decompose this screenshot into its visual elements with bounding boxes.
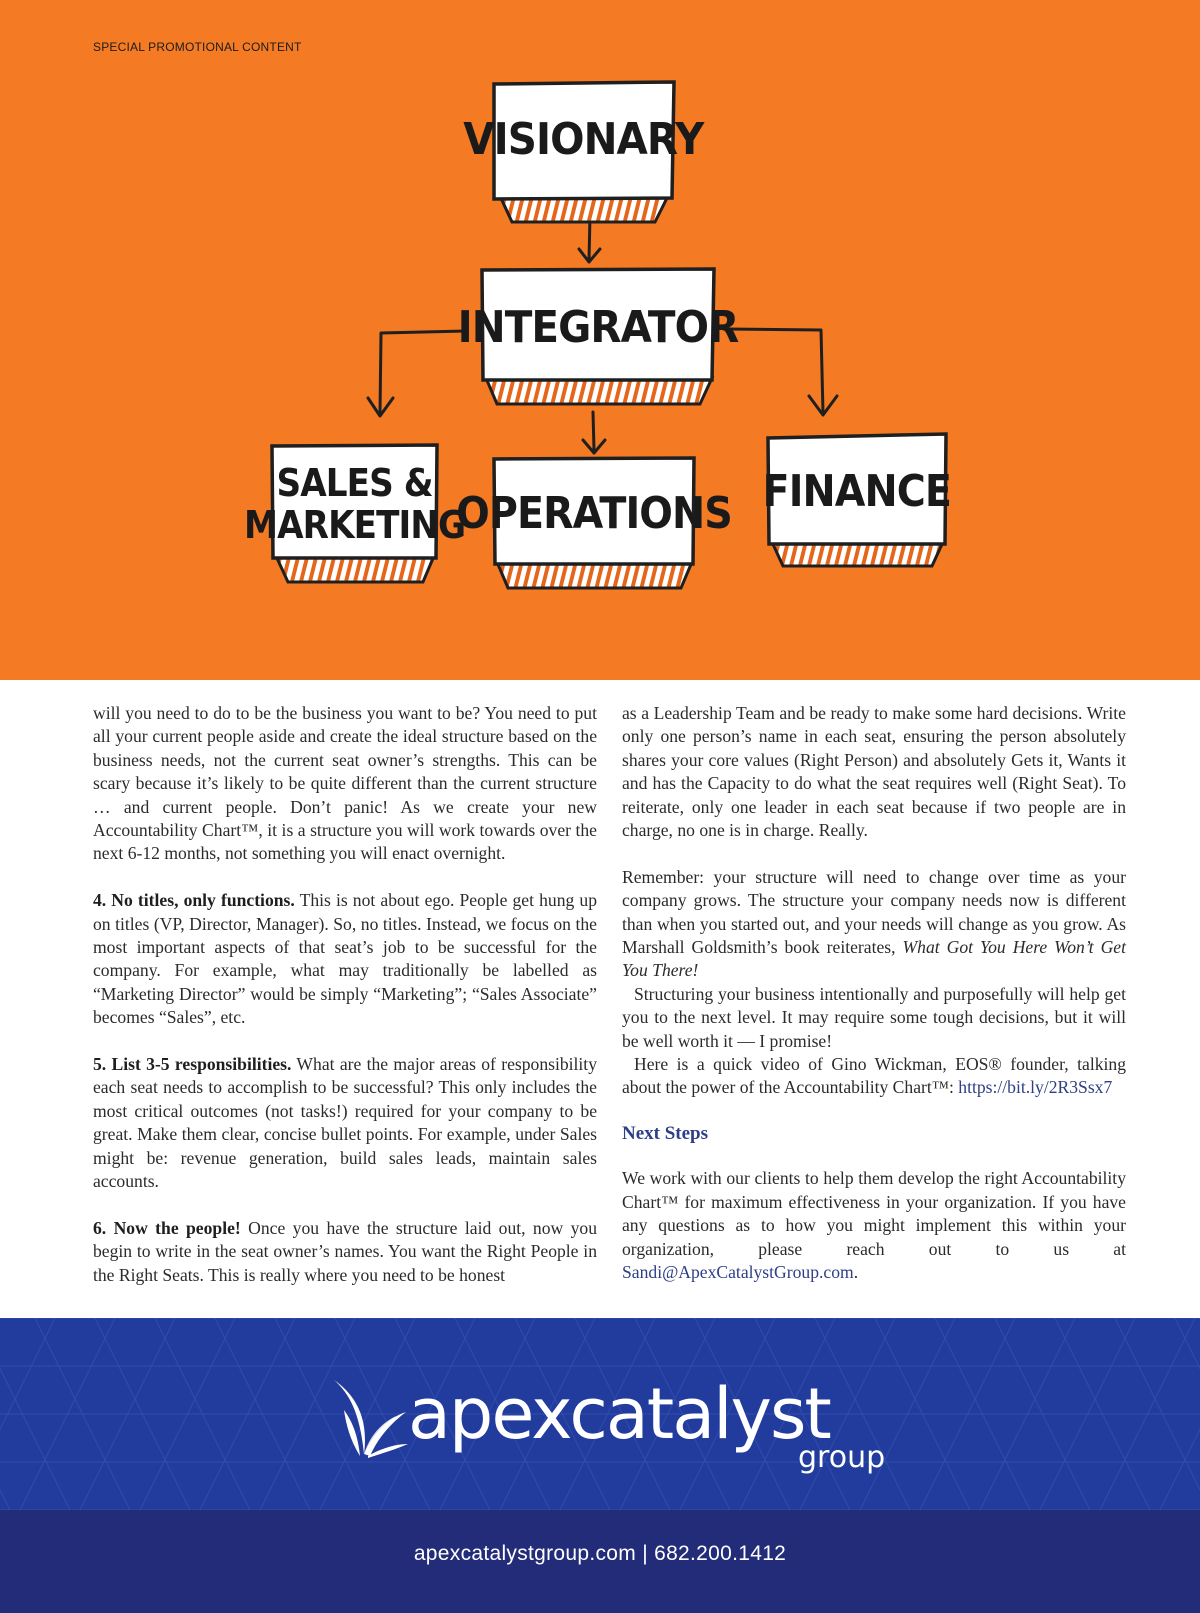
article-body bbox=[93, 702, 1126, 1302]
paragraph-text: Here is a quick video of Gino Wickman, EOS® founder, talking about the power of the Accountability Chart™: bbox=[622, 1054, 1126, 1098]
box-visionary bbox=[463, 82, 705, 222]
arrow-integrator-sales bbox=[380, 331, 466, 414]
paragraph-lead: 5. List 3-5 responsibilities. bbox=[93, 1054, 292, 1075]
paragraph-text: This is not about ego. People get hung up on titles (VP, Director, Manager). So, no titles. Instead, we focus on the most important aspects of that seat’s job to be successful for the company. For example, what may traditionally be labelled as “Marketing Director” would be simply “Marketing”; “Sales Associate” becomes “Sales”, etc. bbox=[93, 890, 598, 1028]
box-operations bbox=[456, 458, 732, 588]
visionary-label: VISIONARY bbox=[463, 113, 704, 165]
paragraph-people bbox=[93, 1217, 597, 1287]
video-link[interactable]: https://bit.ly/2R3Ssx7 bbox=[958, 1077, 1113, 1098]
sales-label-line2: MARKETING bbox=[243, 502, 466, 548]
paragraph: will you need to do to be the business you want to be? You need to put all your current people aside and create the ideal structure based on the business needs, not the current seat owner’s strengths. This can be scary because it’s likely to be quite different than the current structure … and current people. Don’t panic! As we create your new Accountability Chart™, it is a structure you will work towards over the next 6-12 months, not something you will enact overnight. bbox=[93, 703, 597, 864]
paragraph: as a Leadership Team and be ready to make some hard decisions. Write only one person’s name in each seat, ensuring the person absolutely shares your core values (Right Person) and absolutely Gets it, Wants it and has the Capacity to do what the seat requires well (Right Seat). To reiterate, only one leader in each seat because if two people are in charge, no one is in charge. Really. bbox=[622, 703, 1126, 841]
org-chart bbox=[0, 0, 1200, 680]
footer-contact-bar bbox=[0, 1510, 1200, 1613]
paragraph-text: We work with our clients to help them develop the right Accountability Chart™ for maximum effectiveness in your organization. If you have any questions as to how you might implement this within your organization, please reach out to us at bbox=[622, 1168, 1126, 1259]
paragraph-text: Remember: your structure will need to change over time as your company grows. The structure your company needs now is different than when you started out, and your needs will change as you grow. As Marshall Goldsmith’s book reiterates, bbox=[622, 866, 1126, 958]
book-title: What Got You Here Won’t Get You There! bbox=[622, 937, 1126, 981]
paragraph-text: Once you have the structure laid out, now you begin to write in the seat owner’s names. You want the Right People in the Right Seats. This is really where you need to be honest bbox=[93, 1217, 597, 1285]
paragraph-remember bbox=[622, 866, 1126, 983]
promo-label: SPECIAL PROMOTIONAL CONTENT bbox=[93, 40, 302, 54]
paragraph: Structuring your business intentionally and purposefully will help get you to the next level. It may require some tough decisions, but it will be well worth it — I promise! bbox=[622, 983, 1126, 1051]
hero-illustration bbox=[0, 0, 1200, 680]
paragraph-responsibilities bbox=[93, 1053, 597, 1193]
next-steps-heading: Next Steps bbox=[622, 1122, 709, 1144]
paragraph-lead: 6. Now the people! bbox=[93, 1217, 241, 1238]
logo-wordmark: apexcatalyst bbox=[408, 1373, 830, 1455]
wing-icon bbox=[330, 1374, 410, 1464]
integrator-label: INTEGRATOR bbox=[457, 301, 739, 353]
box-finance bbox=[763, 434, 951, 566]
box-sales-marketing bbox=[244, 445, 465, 582]
paragraph-lead: 4. No titles, only functions. bbox=[93, 890, 295, 911]
finance-label: FINANCE bbox=[762, 465, 952, 517]
arrow-integrator-operations bbox=[593, 412, 594, 450]
paragraph-no-titles bbox=[93, 889, 597, 1029]
paragraph-end: . bbox=[853, 1261, 859, 1282]
paragraph-video bbox=[622, 1053, 1126, 1100]
right-column bbox=[622, 702, 1126, 1284]
logo-subtitle: group bbox=[798, 1440, 886, 1475]
contact-info: apexcatalystgroup.com | 682.200.1412 bbox=[413, 1542, 787, 1565]
operations-label: OPERATIONS bbox=[456, 487, 732, 539]
paragraph-contact bbox=[622, 1167, 1126, 1284]
company-logo bbox=[330, 1372, 910, 1482]
left-column bbox=[93, 702, 597, 1287]
email-link[interactable]: Sandi@ApexCatalystGroup.com bbox=[622, 1261, 854, 1282]
paragraph-text: What are the major areas of responsibility each seat needs to accomplish to be successful? This only includes the most critical outcomes (not tasks!) required for your company to be great. Make them clear, concise bullet points. For example, under Sales might be: revenue generation, build sales leads, maintain sales accounts. bbox=[93, 1054, 597, 1192]
arrow-integrator-finance bbox=[727, 329, 823, 413]
sales-label-line1: SALES & bbox=[276, 460, 433, 506]
box-integrator bbox=[458, 269, 739, 404]
